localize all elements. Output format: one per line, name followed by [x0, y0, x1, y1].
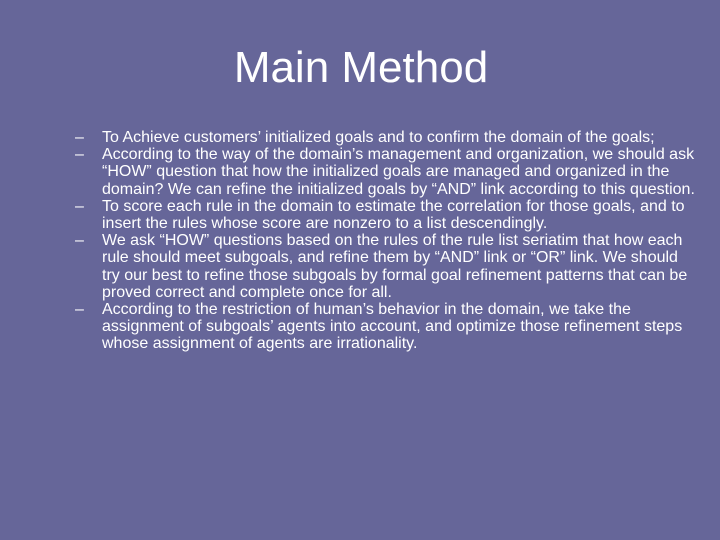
bullet-text: We ask “HOW” questions based on the rules of the rule list seriatim that how each rule should meet subgoals, and refine them by “AND” link or “OR” link. We should try our best to refine those subgoals by formal goal refinement patterns that can be proved correct and complete once for all.	[102, 232, 688, 301]
dash-marker: –	[75, 197, 84, 215]
bullet-text: According to the restriction of human’s behavior in the domain, we take the assignment of subgoals’ agents into account, and optimize those refinement steps whose assignment of agents are irrationality.	[102, 301, 683, 353]
dash-marker: –	[75, 146, 84, 164]
bullet-text: To score each rule in the domain to estimate the correlation for those goals, and to insert the rules whose score are nonzero to a list descendingly.	[102, 197, 685, 233]
bullet-text: According to the way of the domain’s management and organization, we should ask “HOW” question that how the initialized goals are managed and organized in the domain? We can refine the initialized goals by “AND” link according to this question.	[102, 146, 695, 198]
bullet-item	[75, 232, 695, 301]
bullet-item	[75, 146, 695, 198]
dash-marker: –	[75, 232, 84, 250]
bullet-item	[75, 129, 695, 146]
bullet-text: To Achieve customers’ initialized goals and to confirm the domain of the goals;	[102, 129, 655, 146]
slide-title: Main Method	[233, 43, 489, 92]
bullet-item	[75, 198, 695, 232]
dash-marker: –	[75, 301, 84, 319]
bullet-item	[75, 301, 695, 353]
dash-marker: –	[75, 129, 84, 146]
bullet-list	[75, 129, 695, 353]
